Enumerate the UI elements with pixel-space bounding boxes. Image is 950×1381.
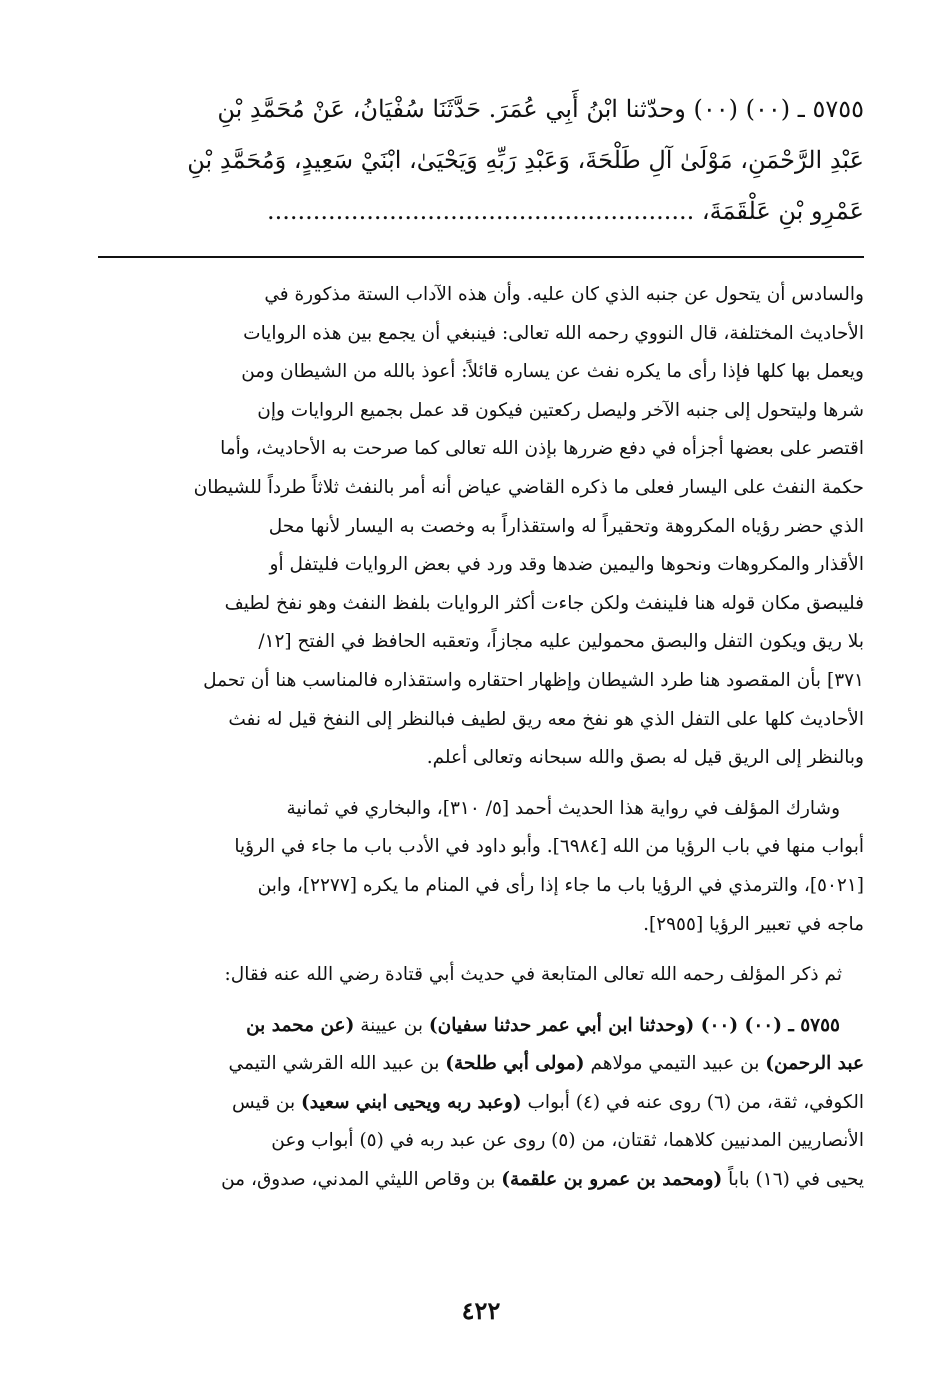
commentary-paragraph-narrators: [98, 1007, 864, 1200]
commentary: [98, 276, 864, 1212]
plain-text: الكوفي، ثقة، من (٦) روى عنه في (٤) أبواب: [521, 1091, 864, 1113]
text-line: ماجه في تعبير الرؤيا [٢٩٥٥].: [643, 913, 864, 935]
page-number: ٤٢٢: [461, 1296, 501, 1325]
text-line: [98, 1007, 864, 1046]
text-line: [98, 1084, 864, 1123]
text-line: وبالنظر إلى الريق قيل له بصق والله سبحانه وتعالى أعلم.: [426, 747, 864, 769]
text-line: ٣٧١] بأن المقصود هنا طرد الشيطان وإظهار احتقاره واستقذاره فالمناسب هنا أن تحمل: [203, 669, 864, 691]
text-line: الأحاديث كلها على التفل الذي هو نفخ معه ريق لطيف فبالنظر إلى النفخ قيل له نفث: [228, 708, 864, 730]
text-line: [٥٠٢١]، والترمذي في الرؤيا باب ما جاء إذا رأى في المنام ما يكره [٢٢٧٧]، وابن: [257, 874, 864, 896]
bold-text: (مولى أبي طلحة): [445, 1053, 585, 1075]
hadith-line: عَبْدِ الرَّحْمَنِ، مَوْلَىٰ آلِ طَلْحَةَ، وَعَبْدِ رَبِّهِ وَيَحْيَىٰ، ابْنَيْ سَعِيدٍ، وَمُحَمَّدِ بْنِ: [187, 146, 864, 174]
bold-text: عبد الرحمن): [765, 1053, 864, 1075]
bold-text: ٥٧٥٥ ـ (٠٠) (٠٠) (وحدثنا ابن أبي عمر حدثنا سفيان): [428, 1014, 840, 1036]
text-line: والسادس أن يتحول عن جنبه الذي كان عليه. وأن هذه الآداب الستة مذكورة في: [264, 284, 864, 305]
text-line: الذي حضر رؤياه المكروهة وتحقيراً له واستقذاراً به وخصت به اليسار لأنها محل: [268, 515, 864, 537]
bold-text: (وعبد ربه ويحيى ابني سعيد): [301, 1091, 522, 1113]
text-line: فليبصق مكان قوله هنا فلينفث ولكن جاءت أكثر الروايات بلفظ النفث وهو نفخ لطيف: [224, 592, 864, 614]
plain-text: بن وقاص الليثي المدني، صدوق، من: [221, 1169, 502, 1191]
bold-text: (عن محمد بن: [246, 1014, 355, 1036]
plain-text: بن قيس: [231, 1091, 301, 1113]
plain-text: بن عبيد الله القرشي التيمي: [228, 1053, 446, 1075]
hadith-matn: [98, 84, 864, 244]
text-line: ويعمل بها كلها فإذا رأى ما يكره نفث عن يساره قائلاً: أعوذ بالله من الشيطان ومن: [241, 361, 864, 383]
book-page: [98, 84, 864, 1325]
hadith-line: ٥٧٥٥ ـ (٠٠) (٠٠) وحدّثنا ابْنُ أَبِي عُمَرَ. حَدَّثَنَا سُفْيَانُ، عَنْ مُحَمَّدِ بْنِ: [217, 95, 864, 123]
commentary-paragraph-takhrij: [98, 790, 864, 944]
text-line: الأحاديث المختلفة، قال النووي رحمه الله تعالى: فينبغي أن يجمع بين هذه الروايات: [243, 322, 864, 344]
text-line: الأنصاريين المدنيين كلاهما، ثقتان، من (٥) روى عن عبد ربه في (٥) أبواب وعن: [271, 1130, 864, 1152]
plain-text: يحيى في (١٦) باباً: [722, 1169, 864, 1191]
plain-text: بن عبيد التيمي مولاهم: [584, 1053, 766, 1075]
text-line: اقتصر على بعضها أجزأه في دفع ضررها بإذن الله تعالى كما صرحت به الأحاديث، وأما: [220, 438, 864, 460]
hadith-line: عَمْرِو بْنِ عَلْقَمَةَ، ........................................................: [267, 197, 864, 225]
text-line: أبواب منها في باب الرؤيا من الله [٦٩٨٤]. وأبو داود في الأدب باب ما جاء في الرؤيا: [234, 836, 864, 858]
text-line: شرها وليتحول إلى جنبه الآخر وليصل ركعتين فيكون قد عمل بجميع الروايات وإن: [257, 399, 864, 421]
text-line: الأقذار والمكروهات ونحوها واليمين ضدها وقد ورد في بعض الروايات فليتفل أو: [269, 554, 864, 576]
text-line: [98, 1045, 864, 1084]
commentary-paragraph-intro: [98, 956, 864, 995]
text-line: وشارك المؤلف في رواية هذا الحديث أحمد [٥/ ٣١٠]، والبخاري في ثمانية: [286, 797, 840, 819]
plain-text: بن عيينة: [354, 1014, 429, 1036]
text-line: ثم ذكر المؤلف رحمه الله تعالى المتابعة في حديث أبي قتادة رضي الله عنه فقال:: [224, 964, 842, 986]
bold-text: (ومحمد بن عمرو بن علقمة): [501, 1169, 723, 1191]
text-line: حكمة النفث على اليسار فعلى ما ذكره القاضي عياض أنه أمر بالنفث ثلاثاً طرداً للشيطان: [193, 476, 864, 498]
text-line: [98, 1161, 864, 1200]
footnote-divider: [98, 256, 864, 258]
commentary-paragraph-adab: [98, 276, 864, 778]
text-line: بلا ريق ويكون التفل والبصق محمولين عليه مجازاً، وتعقبه الحافظ في الفتح [١٢/: [258, 631, 864, 653]
